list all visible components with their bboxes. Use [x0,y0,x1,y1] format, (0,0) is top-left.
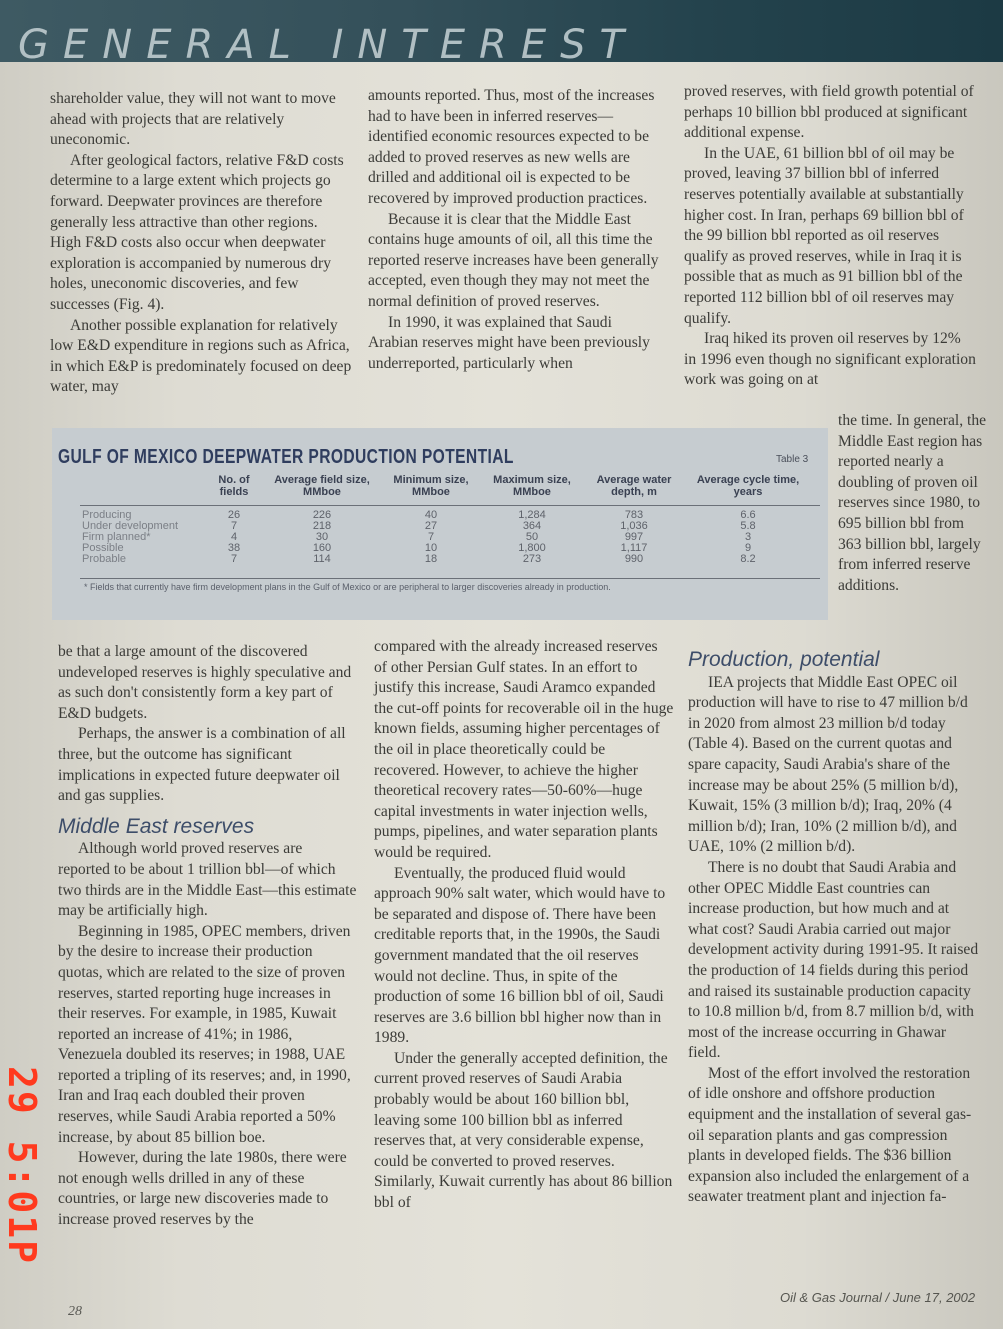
paragraph: There is no doubt that Saudi Arabia and other OPEC Middle East countries can increase production, but how much and at what cost? Saudi Arabia carried out major development activity during 1991-95. It raised the production of 14 fields during this period and raised its sustainable production capacity to 10.8 million b/d, from 8.7 million b/d, with most of the increase occurring in Ghawar field. [688,858,979,1062]
table-cell: 6.6 [740,509,756,521]
table-row [80,554,820,565]
table-title: GULF OF MEXICO DEEPWATER PRODUCTION POTENTIAL [58,446,514,468]
table-cell: 10 [424,542,438,554]
paragraph: Under the generally accepted definition, the current proved reserves of Saudi Arabia probably would be about 160 billion bbl, leaving some 100 billion bbl as inferred reserves that, at very considerable expense, could be converted to proved reserves. Similarly, Kuwait currently has about 86 billion bbl of [374,1049,673,1212]
table-footnote: * Fields that currently have firm development plans in the Gulf of Mexico or are peripheral to larger discoveries already in production. [84,582,611,592]
paragraph: Most of the effort involved the restoration of idle onshore and offshore production equipment and the installation of several gas-oil separation plants and gas compression plants in developed fields. The $36 billion expansion also included the enlargement of a seawater treatment plant and injection fa- [688,1064,972,1206]
table-cell: 7 [230,553,238,565]
paragraph: Perhaps, the answer is a combination of all three, but the outcome has significant implications in expected future deepwater oil and gas supplies. [58,725,346,805]
column-2-top [368,86,664,374]
table-row [80,543,820,554]
table-cell: 997 [624,531,644,543]
paragraph: amounts reported. Thus, most of the increases had to have been in inferred reserves—identified economic resources expected to be added to proved reserves as new wells are drilled and additional oil is expected to be recovered by improved production practices. [368,87,655,207]
table-cell: 50 [525,531,539,543]
page-number: 28 [68,1304,82,1319]
table-cell: 273 [522,553,542,565]
table-cell: 3 [744,531,752,543]
table-cell: 1,117 [620,542,648,554]
paragraph: Eventually, the produced fluid would approach 90% salt water, which would have to be separated and dispose of. There have been creditable reports that, in the 1990s, the Saudi government mandated that the oil reserves would not decline. Thus, in spite of the production of some 16 billion bbl of oil, Saudi reserves are 3.6 billion bbl higher now than in 1989. [374,864,666,1047]
table-cell: 990 [624,553,644,565]
paragraph: Another possible explanation for relatively low E&D expenditure in regions such as Africa, in which E&P is predominately focused on deep water, may [50,316,352,396]
column-header: Average field size, MMboe [274,474,370,498]
column-3-top [684,82,976,391]
paragraph: Because it is clear that the Middle East contains huge amounts of oil, all this time the reported reserve increases have been generally accepted, even though they may not meet the normal definition of proved reserves. [368,210,659,310]
table-row [80,532,820,543]
paragraph: IEA projects that Middle East OPEC oil production will have to rise to 47 million b/d in 2020 from almost 23 million b/d today (Table 4). Based on the current quotas and spare capacity, Saudi Arabia's share of the increase may be about 25% (5 million b/d), Kuwait, 15% (3 million b/d); Iraq, 20% (4 million b/d); Iran, 10% (2 million b/d), and UAE, 10% (2 million b/d). [688,673,968,856]
table-cell: 7 [427,531,435,543]
camera-timestamp: 29 5:01P [0,1066,44,1266]
table-row [80,521,820,532]
table-cell: 18 [424,553,438,565]
column-header: Average water depth, m [596,474,672,498]
column-header: Average cycle time, years [696,474,800,498]
column-2-bottom [374,637,674,1214]
paragraph: Although world proved reserves are reported to be about 1 trillion bbl—of which two thirds are in the Middle East—this estimate may be artificially high. [58,840,357,920]
paragraph: However, during the late 1980s, there were not enough wells drilled in any of these countries, or large new discoveries made to increase proved reserves by the [58,1149,347,1229]
column-3-wrap-text: the time. In general, the Middle East region has reported nearly a doubling of proven oil reserves since 1980, to 695 billion bbl from 363 billion bbl, largely from inferred reserve additions. [838,412,987,594]
table-cell: 1,284 [518,509,546,521]
table-cell: 8.2 [740,553,756,565]
column-header: No. of fields [218,474,250,498]
table-cell: 1,036 [620,520,648,532]
paragraph: Iraq hiked its proven oil reserves by 12% in 1996 even though no significant exploration work was going on at [684,330,976,389]
table-rule [80,505,820,506]
table-cell: 218 [312,520,332,532]
table-cell: 26 [227,509,241,521]
section-banner [0,0,1003,68]
table-row [80,510,820,521]
table-cell: 7 [230,520,238,532]
subheading-middle-east-reserves: Middle East reserves [58,814,255,838]
table-cell: 30 [315,531,329,543]
journal-footer: Oil & Gas Journal / June 17, 2002 [780,1290,976,1305]
table-cell: 226 [312,509,332,521]
row-label: Firm planned* [82,531,151,543]
row-label: Producing [82,509,132,521]
table-3 [52,428,828,620]
paragraph: be that a large amount of the discovered undeveloped reserves is highly speculative and as such don't consistently form a key part of E&D budgets. [58,643,352,722]
paragraph: compared with the already increased reserves of other Persian Gulf states. In an effort to justify this increase, Saudi Aramco expanded the cut-off points for recoverable oil in the huge known fields, assuming higher percentages of the oil in place theoretically could be recovered. However, to achieve the higher theoretical recovery rates—50-60%—huge capital investments in water injection wells, pumps, pipelines, and water separation plants would be required. [374,638,674,861]
table-cell: 114 [313,553,331,565]
paragraph: shareholder value, they will not want to move ahead with projects that are relatively uneconomic. [50,90,336,149]
column-header: Minimum size, MMboe [393,474,469,498]
row-label: Probable [82,553,127,565]
paragraph: After geological factors, relative F&D costs determine to a large extent which projects go forward. Deepwater provinces are therefore generally less attractive than other regions. High F&D costs also occur when deepwater exploration is accompanied by numerous dry holes, uneconomic discoveries, and few successes (Fig. 4). [50,151,344,313]
paragraph: Beginning in 1985, OPEC members, driven by the desire to increase their production quotas, which are related to the size of proven reserves, started reporting huge increases in their reserves. For example, in 1985, Kuwait reported an increase of 41%; in 1986, Venezuela doubled its reserves; in 1988, UAE reported a tripling of its reserves; and, in 1990, Iran and Iraq each doubled their proven reserves, while Saudi Arabia reported a 50% increase, by about 85 billion boe. [58,922,351,1146]
row-label: Under development [82,520,179,532]
table-cell: 1,800 [518,542,546,554]
table-cell: 38 [227,542,241,554]
paragraph: In the UAE, 61 billion bbl of oil may be proved, leaving 37 billion bbl of inferred reserves potentially available at substantially higher cost. In Iran, perhaps 69 billion bbl of the 99 billion bbl reported as oil reserves qualify as proved reserves, while in Iraq it is possible that as much as 91 billion bbl of the reported 112 billion bbl of oil reserves may qualify. [684,144,964,327]
table-cell: 364 [522,520,542,532]
row-label: Possible [82,542,124,554]
column-1-bottom [58,642,358,1231]
table-rule [80,578,820,579]
table-cell: 4 [230,531,238,543]
column-header: Maximum size, MMboe [493,474,571,498]
table-body [80,510,820,565]
paragraph: In 1990, it was explained that Saudi Arabian reserves might have been previously underreported, particularly when [368,313,650,372]
table-cell: 160 [312,542,332,554]
table-cell: 27 [424,520,438,532]
subheading-production-potential: Production, potential [688,648,880,671]
paragraph: proved reserves, with field growth potential of perhaps 10 billion bbl produced at significant additional expense. [684,83,974,142]
column-1-top [50,89,352,398]
column-3-bottom [688,642,980,1208]
table-cell: 783 [624,509,644,521]
table-label: Table 3 [776,454,809,465]
section-title: GENERAL INTEREST [18,22,638,68]
table-cell: 5.8 [740,520,756,532]
table-cell: 9 [744,542,752,554]
table-cell: 40 [424,509,438,521]
